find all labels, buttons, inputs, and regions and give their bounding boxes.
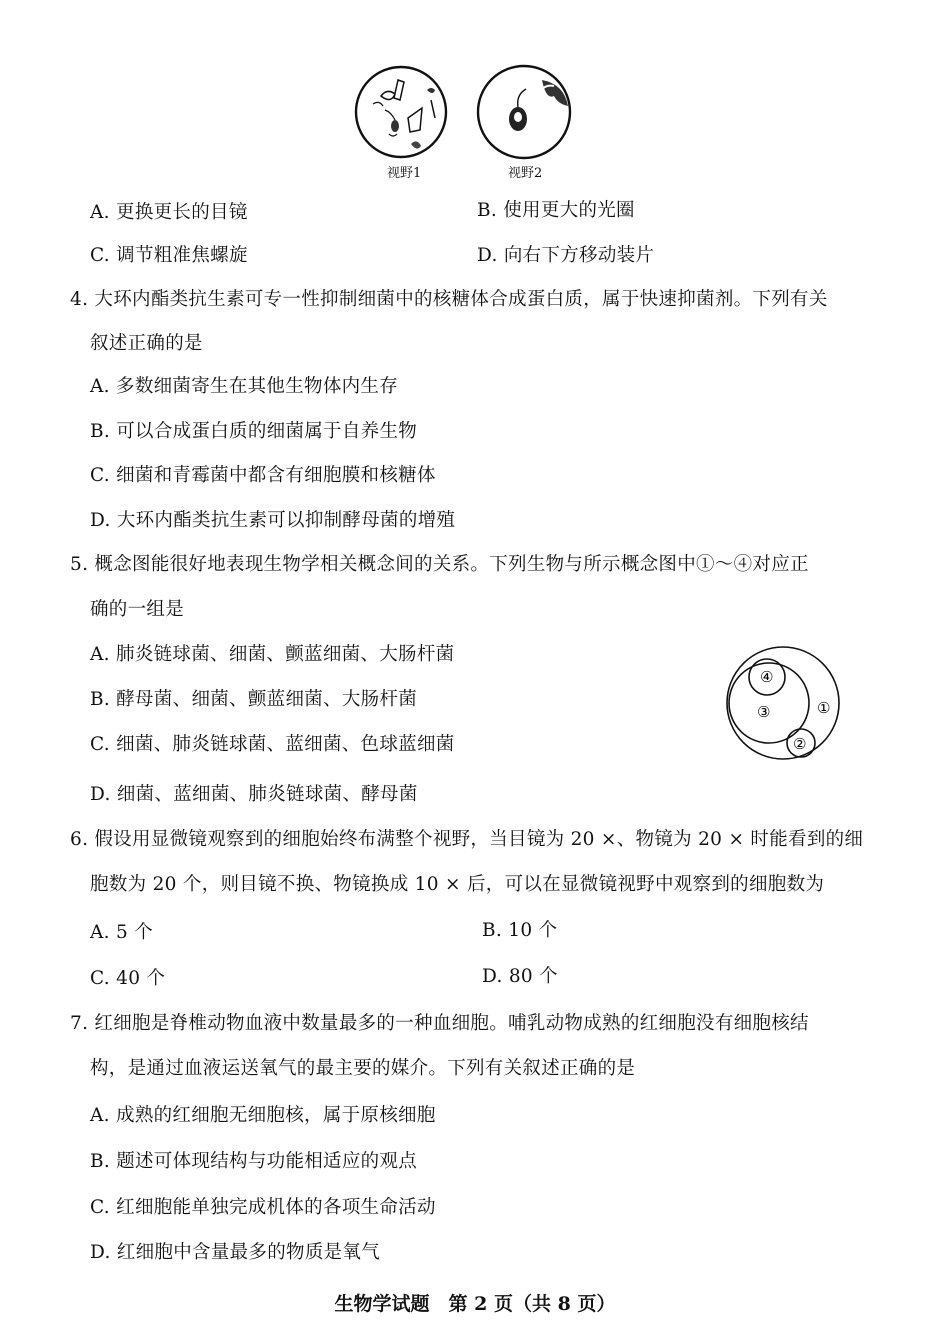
q3-option-c: C. 调节粗准焦螺旋 [90,245,248,266]
q4-option-b: B. 可以合成蛋白质的细菌属于自养生物 [90,421,418,442]
q4-stem-line-2: 叙述正确的是 [90,333,203,354]
q4-option-c: C. 细菌和青霉菌中都含有细胞膜和核糖体 [90,465,436,486]
figure-caption-field-2: 视野2 [508,166,543,181]
q6-option-b: B. 10 个 [482,920,558,941]
q7-option-b: B. 题述可体现结构与功能相适应的观点 [90,1151,418,1172]
figure-caption-field-1: 视野1 [387,166,422,181]
q3-option-b: B. 使用更大的光圈 [477,200,635,221]
diagram-label-2: ② [793,735,807,753]
q4-stem-line-1: 4. 大环内酯类抗生素可专一性抑制细菌中的核糖体合成蛋白质，属于快速抑菌剂。下列有关 [70,289,828,310]
concept-diagram [724,645,844,765]
q5-option-c: C. 细菌、肺炎链球菌、蓝细菌、色球蓝细菌 [90,734,455,755]
q7-option-a: A. 成熟的红细胞无细胞核，属于原核细胞 [90,1105,436,1126]
q6-option-a: A. 5 个 [90,922,154,943]
q5-option-b: B. 酵母菌、细菌、颤蓝细菌、大肠杆菌 [90,689,418,710]
q6-option-d: D. 80 个 [482,966,558,987]
q5-option-a: A. 肺炎链球菌、细菌、颤蓝细菌、大肠杆菌 [90,644,455,665]
diagram-label-3: ③ [757,703,771,721]
page-footer: 生物学试题 第 2 页（共 8 页） [334,1293,616,1315]
q4-option-a: A. 多数细菌寄生在其他生物体内生存 [90,376,399,397]
q5-stem-line-2: 确的一组是 [90,599,185,620]
q6-stem-line-2: 胞数为 20 个，则目镜不换、物镜换成 10 × 后，可以在显微镜视野中观察到的细胞数为 [90,874,825,895]
microscope-field-2 [474,64,574,162]
q7-stem-line-1: 7. 红细胞是脊椎动物血液中数量最多的一种血细胞。哺乳动物成熟的红细胞没有细胞核结 [70,1013,809,1034]
q7-stem-line-2: 构，是通过血液运送氧气的最主要的媒介。下列有关叙述正确的是 [90,1058,636,1079]
q5-stem-line-1: 5. 概念图能很好地表现生物学相关概念间的关系。下列生物与所示概念图中①～④对应正 [70,554,809,575]
q7-option-c: C. 红细胞能单独完成机体的各项生命活动 [90,1197,436,1218]
q3-option-d: D. 向右下方移动装片 [477,245,655,266]
q6-option-c: C. 40 个 [90,968,166,989]
q6-stem-line-1: 6. 假设用显微镜观察到的细胞始终布满整个视野，当目镜为 20 ×、物镜为 20 × 时能看到的细 [70,829,864,850]
microscope-field-1 [353,66,453,162]
q7-option-d: D. 红细胞中含量最多的物质是氧气 [90,1242,381,1263]
q4-option-d: D. 大环内酯类抗生素可以抑制酵母菌的增殖 [90,510,456,531]
diagram-label-4: ④ [760,668,774,686]
q3-option-a: A. 更换更长的目镜 [90,202,248,223]
q5-option-d: D. 细菌、蓝细菌、肺炎链球菌、酵母菌 [90,784,418,805]
diagram-label-1: ① [817,699,831,717]
